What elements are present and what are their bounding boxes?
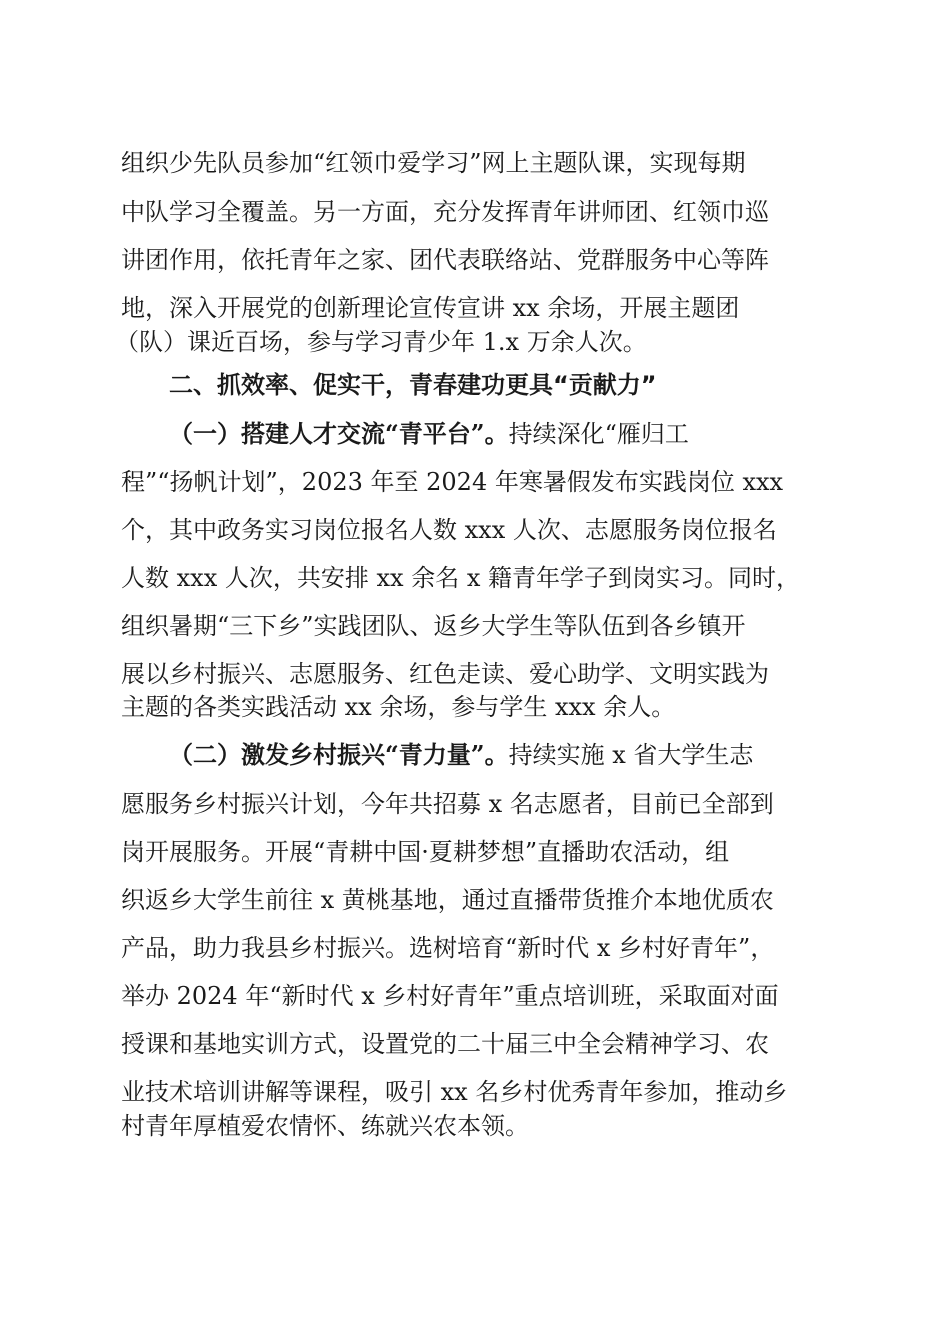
subsection-2-line: 产品，助力我县乡村振兴。选树培育“新时代 x 乡村好青年”， <box>121 934 775 962</box>
subsection-2-line: 村青年厚植爱农情怀、练就兴农本领。 <box>121 1112 529 1140</box>
subsection-1-line: 个，其中政务实习岗位报名人数 xxx 人次、志愿服务岗位报名 <box>121 516 777 544</box>
subsection-2-line: 授课和基地实训方式，设置党的二十届三中全会精神学习、农 <box>121 1030 769 1058</box>
subsection-2-title: （二）激发乡村振兴“青力量”。 <box>169 740 509 769</box>
paragraph-line: （队）课近百场，参与学习青少年 1.x 万余人次。 <box>115 328 647 356</box>
subsection-2-line: 业技术培训讲解等课程，吸引 xx 名乡村优秀青年参加，推动乡 <box>121 1078 788 1106</box>
subsection-1-line: 主题的各类实践活动 xx 余场，参与学生 xxx 余人。 <box>121 693 676 721</box>
paragraph-line: 讲团作用，依托青年之家、团代表联络站、党群服务中心等阵 <box>121 246 769 274</box>
section-heading: 二、抓效率、促实干，青春建功更具“贡献力” <box>169 371 657 399</box>
subsection-1-line: 程”“扬帆计划”，2023 年至 2024 年寒暑假发布实践岗位 xxx <box>121 468 784 496</box>
subsection-2-line: 愿服务乡村振兴计划，今年共招募 x 名志愿者，目前已全部到 <box>121 790 774 818</box>
subsection-2-line: 织返乡大学生前往 x 黄桃基地，通过直播带货推介本地优质农 <box>121 886 774 914</box>
subsection-1-line: 组织暑期“三下乡”实践团队、返乡大学生等队伍到各乡镇开 <box>121 612 746 640</box>
subsection-1-line: 人数 xxx 人次，共安排 xx 余名 x 籍青年学子到岗实习。同时， <box>121 564 800 592</box>
paragraph-line: 组织少先队员参加“红领巾爱学习”网上主题队课，实现每期 <box>121 149 746 177</box>
subsection-1-first-line <box>169 419 689 449</box>
subsection-2-line: 举办 2024 年“新时代 x 乡村好青年”重点培训班，采取面对面 <box>121 982 779 1010</box>
subsection-1-line: 展以乡村振兴、志愿服务、红色走读、爱心助学、文明实践为 <box>121 660 769 688</box>
subsection-2-line: 持续实施 x 省大学生志 <box>508 741 754 769</box>
subsection-2-line: 岗开展服务。开展“青耕中国·夏耕梦想”直播助农活动，组 <box>121 838 730 866</box>
subsection-1-title: （一）搭建人才交流“青平台”。 <box>169 419 509 448</box>
paragraph-line: 中队学习全覆盖。另一方面，充分发挥青年讲师团、红领巾巡 <box>121 198 769 226</box>
subsection-2-first-line <box>169 740 753 770</box>
subsection-1-line: 持续深化“雁归工 <box>508 420 689 448</box>
paragraph-line: 地，深入开展党的创新理论宣传宣讲 xx 余场，开展主题团 <box>121 294 740 322</box>
